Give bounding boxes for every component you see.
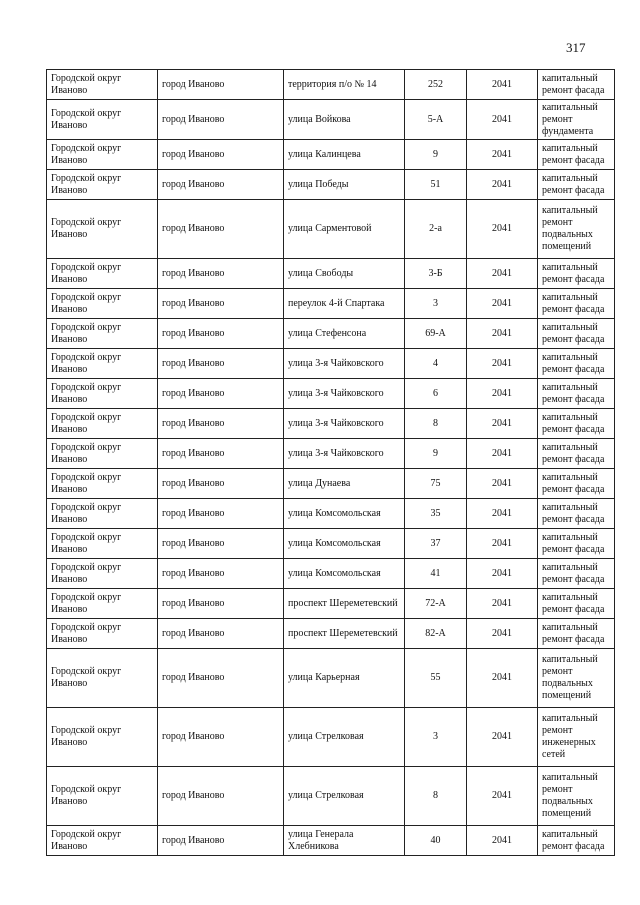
- table-row: [47, 826, 615, 856]
- work-type-cell: капитальный ремонт фасада: [538, 469, 615, 499]
- year-cell: 2041: [467, 826, 538, 856]
- settlement-cell: город Иваново: [158, 529, 284, 559]
- street-cell: улица 3-я Чайковского: [284, 409, 405, 439]
- settlement-cell: город Иваново: [158, 200, 284, 259]
- house-number-cell: 40: [405, 826, 467, 856]
- table-row: [47, 319, 615, 349]
- street-cell: улица 3-я Чайковского: [284, 439, 405, 469]
- municipality-cell: Городской округ Иваново: [47, 379, 158, 409]
- house-number-cell: 69-А: [405, 319, 467, 349]
- municipality-cell: Городской округ Иваново: [47, 499, 158, 529]
- house-number-cell: 3: [405, 289, 467, 319]
- settlement-cell: город Иваново: [158, 826, 284, 856]
- house-number-cell: 55: [405, 649, 467, 708]
- street-cell: улица Войкова: [284, 100, 405, 140]
- house-number-cell: 3-Б: [405, 259, 467, 289]
- house-number-cell: 37: [405, 529, 467, 559]
- settlement-cell: город Иваново: [158, 649, 284, 708]
- table-row: [47, 70, 615, 100]
- table-row: [47, 409, 615, 439]
- house-number-cell: 3: [405, 708, 467, 767]
- street-cell: улица Карьерная: [284, 649, 405, 708]
- municipality-cell: Городской округ Иваново: [47, 469, 158, 499]
- municipality-cell: Городской округ Иваново: [47, 439, 158, 469]
- work-type-cell: капитальный ремонт фасада: [538, 499, 615, 529]
- settlement-cell: город Иваново: [158, 409, 284, 439]
- municipality-cell: Городской округ Иваново: [47, 559, 158, 589]
- work-type-cell: капитальный ремонт фасада: [538, 409, 615, 439]
- year-cell: 2041: [467, 499, 538, 529]
- house-number-cell: 72-А: [405, 589, 467, 619]
- municipality-cell: Городской округ Иваново: [47, 589, 158, 619]
- municipality-cell: Городской округ Иваново: [47, 70, 158, 100]
- municipality-cell: Городской округ Иваново: [47, 170, 158, 200]
- table-row: [47, 379, 615, 409]
- table-row: [47, 100, 615, 140]
- work-type-cell: капитальный ремонт фасада: [538, 529, 615, 559]
- house-number-cell: 35: [405, 499, 467, 529]
- year-cell: 2041: [467, 619, 538, 649]
- table-row: [47, 767, 615, 826]
- street-cell: улица Стрелковая: [284, 708, 405, 767]
- settlement-cell: город Иваново: [158, 559, 284, 589]
- street-cell: улица Свободы: [284, 259, 405, 289]
- work-type-cell: капитальный ремонт фасада: [538, 439, 615, 469]
- year-cell: 2041: [467, 259, 538, 289]
- table-row: [47, 439, 615, 469]
- settlement-cell: город Иваново: [158, 349, 284, 379]
- house-number-cell: 6: [405, 379, 467, 409]
- work-type-cell: капитальный ремонт фасада: [538, 826, 615, 856]
- work-type-cell: капитальный ремонт фасада: [538, 349, 615, 379]
- street-cell: улица Комсомольская: [284, 499, 405, 529]
- house-number-cell: 5-А: [405, 100, 467, 140]
- house-number-cell: 82-А: [405, 619, 467, 649]
- house-number-cell: 252: [405, 70, 467, 100]
- municipality-cell: Городской округ Иваново: [47, 649, 158, 708]
- house-number-cell: 41: [405, 559, 467, 589]
- table-row: [47, 349, 615, 379]
- table-row: [47, 589, 615, 619]
- year-cell: 2041: [467, 529, 538, 559]
- settlement-cell: город Иваново: [158, 289, 284, 319]
- work-type-cell: капитальный ремонт фасада: [538, 589, 615, 619]
- table-row: [47, 259, 615, 289]
- settlement-cell: город Иваново: [158, 140, 284, 170]
- work-type-cell: капитальный ремонт фасада: [538, 319, 615, 349]
- settlement-cell: город Иваново: [158, 589, 284, 619]
- municipality-cell: Городской округ Иваново: [47, 289, 158, 319]
- settlement-cell: город Иваново: [158, 170, 284, 200]
- year-cell: 2041: [467, 170, 538, 200]
- house-number-cell: 75: [405, 469, 467, 499]
- street-cell: улица Калинцева: [284, 140, 405, 170]
- street-cell: улица Комсомольская: [284, 559, 405, 589]
- street-cell: улица Комсомольская: [284, 529, 405, 559]
- page-number: 317: [566, 40, 586, 55]
- house-number-cell: 2-а: [405, 200, 467, 259]
- municipality-cell: Городской округ Иваново: [47, 708, 158, 767]
- year-cell: 2041: [467, 70, 538, 100]
- table-row: [47, 469, 615, 499]
- work-type-cell: капитальный ремонт фасада: [538, 140, 615, 170]
- street-cell: улица 3-я Чайковского: [284, 349, 405, 379]
- year-cell: 2041: [467, 589, 538, 619]
- year-cell: 2041: [467, 469, 538, 499]
- municipality-cell: Городской округ Иваново: [47, 767, 158, 826]
- street-cell: переулок 4-й Спартака: [284, 289, 405, 319]
- table-row: [47, 649, 615, 708]
- work-type-cell: капитальный ремонт фасада: [538, 559, 615, 589]
- municipality-cell: Городской округ Иваново: [47, 826, 158, 856]
- table-row: [47, 200, 615, 259]
- settlement-cell: город Иваново: [158, 767, 284, 826]
- work-type-cell: капитальный ремонт подвальных помещений: [538, 200, 615, 259]
- work-type-cell: капитальный ремонт инженерных сетей: [538, 708, 615, 767]
- municipality-cell: Городской округ Иваново: [47, 100, 158, 140]
- table-row: [47, 140, 615, 170]
- street-cell: улица Сарментовой: [284, 200, 405, 259]
- settlement-cell: город Иваново: [158, 319, 284, 349]
- municipality-cell: Городской округ Иваново: [47, 259, 158, 289]
- year-cell: 2041: [467, 559, 538, 589]
- table-body: [47, 70, 615, 856]
- settlement-cell: город Иваново: [158, 259, 284, 289]
- year-cell: 2041: [467, 409, 538, 439]
- work-type-cell: капитальный ремонт подвальных помещений: [538, 767, 615, 826]
- year-cell: 2041: [467, 319, 538, 349]
- settlement-cell: город Иваново: [158, 100, 284, 140]
- table-row: [47, 170, 615, 200]
- year-cell: 2041: [467, 140, 538, 170]
- work-type-cell: капитальный ремонт фундамента: [538, 100, 615, 140]
- work-type-cell: капитальный ремонт фасада: [538, 70, 615, 100]
- municipality-cell: Городской округ Иваново: [47, 319, 158, 349]
- house-number-cell: 9: [405, 140, 467, 170]
- municipality-cell: Городской округ Иваново: [47, 619, 158, 649]
- house-number-cell: 9: [405, 439, 467, 469]
- street-cell: проспект Шереметевский: [284, 589, 405, 619]
- table-row: [47, 559, 615, 589]
- year-cell: 2041: [467, 767, 538, 826]
- settlement-cell: город Иваново: [158, 619, 284, 649]
- street-cell: проспект Шереметевский: [284, 619, 405, 649]
- settlement-cell: город Иваново: [158, 70, 284, 100]
- work-type-cell: капитальный ремонт фасада: [538, 170, 615, 200]
- year-cell: 2041: [467, 349, 538, 379]
- work-type-cell: капитальный ремонт фасада: [538, 259, 615, 289]
- year-cell: 2041: [467, 200, 538, 259]
- street-cell: улица Генерала Хлебникова: [284, 826, 405, 856]
- work-type-cell: капитальный ремонт фасада: [538, 289, 615, 319]
- municipality-cell: Городской округ Иваново: [47, 140, 158, 170]
- street-cell: территория п/о № 14: [284, 70, 405, 100]
- table-row: [47, 289, 615, 319]
- table-row: [47, 619, 615, 649]
- year-cell: 2041: [467, 379, 538, 409]
- house-number-cell: 51: [405, 170, 467, 200]
- street-cell: улица 3-я Чайковского: [284, 379, 405, 409]
- house-number-cell: 8: [405, 767, 467, 826]
- street-cell: улица Стрелковая: [284, 767, 405, 826]
- municipality-cell: Городской округ Иваново: [47, 409, 158, 439]
- year-cell: 2041: [467, 100, 538, 140]
- table-row: [47, 529, 615, 559]
- house-number-cell: 8: [405, 409, 467, 439]
- year-cell: 2041: [467, 649, 538, 708]
- year-cell: 2041: [467, 708, 538, 767]
- municipality-cell: Городской округ Иваново: [47, 349, 158, 379]
- settlement-cell: город Иваново: [158, 499, 284, 529]
- work-type-cell: капитальный ремонт фасада: [538, 619, 615, 649]
- settlement-cell: город Иваново: [158, 469, 284, 499]
- repair-schedule-table: [46, 69, 615, 856]
- house-number-cell: 4: [405, 349, 467, 379]
- settlement-cell: город Иваново: [158, 439, 284, 469]
- municipality-cell: Городской округ Иваново: [47, 529, 158, 559]
- table-row: [47, 708, 615, 767]
- table-row: [47, 499, 615, 529]
- year-cell: 2041: [467, 289, 538, 319]
- street-cell: улица Победы: [284, 170, 405, 200]
- settlement-cell: город Иваново: [158, 708, 284, 767]
- street-cell: улица Дунаева: [284, 469, 405, 499]
- work-type-cell: капитальный ремонт подвальных помещений: [538, 649, 615, 708]
- street-cell: улица Стефенсона: [284, 319, 405, 349]
- work-type-cell: капитальный ремонт фасада: [538, 379, 615, 409]
- municipality-cell: Городской округ Иваново: [47, 200, 158, 259]
- year-cell: 2041: [467, 439, 538, 469]
- settlement-cell: город Иваново: [158, 379, 284, 409]
